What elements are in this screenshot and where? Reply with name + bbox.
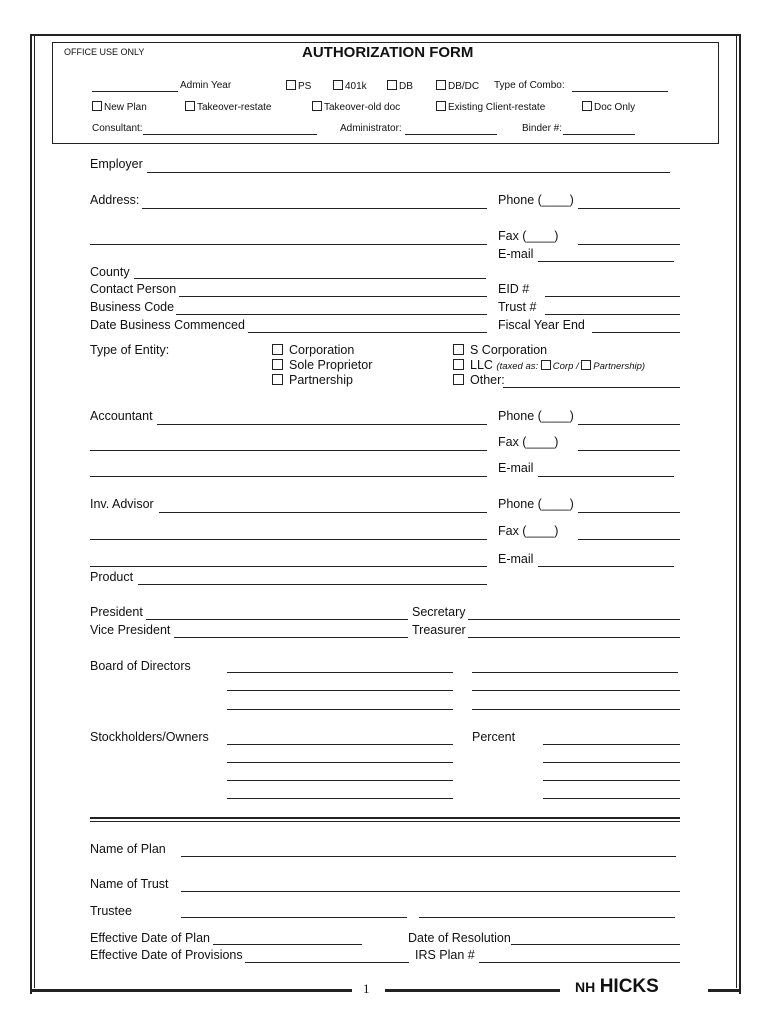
checkbox-icon[interactable]	[581, 360, 591, 370]
secretary-label: Secretary	[412, 605, 466, 619]
checkbox-icon[interactable]	[272, 344, 283, 355]
partnership-option[interactable]: Partnership	[272, 373, 353, 387]
llc-option[interactable]: LLC (taxed as: Corp / Partnership)	[453, 358, 645, 372]
contact-person-label: Contact Person	[90, 282, 177, 296]
employer-label: Employer	[90, 157, 143, 171]
footer-bar-middle	[385, 989, 560, 992]
frame-top	[30, 34, 741, 36]
address-label: Address:	[90, 193, 140, 207]
type-of-combo-field[interactable]	[572, 91, 668, 92]
name-of-trust-label: Name of Trust	[90, 877, 169, 891]
president-label: President	[90, 605, 143, 619]
advisor-fax-label: Fax (____)	[498, 524, 559, 538]
employer-phone-field[interactable]	[578, 208, 680, 209]
stockholders-label: Stockholders/Owners	[90, 730, 209, 744]
other-entity-field[interactable]	[503, 387, 680, 388]
product-field[interactable]	[138, 584, 487, 585]
advisor-field-2[interactable]	[90, 539, 487, 540]
effective-date-plan-field[interactable]	[213, 944, 362, 945]
percent-field-3[interactable]	[543, 780, 680, 781]
county-field[interactable]	[134, 278, 486, 279]
date-commenced-label: Date Business Commenced	[90, 318, 245, 332]
employer-fax-label: Fax (____)	[498, 229, 559, 243]
checkbox-icon[interactable]	[453, 374, 464, 385]
checkbox-icon[interactable]	[312, 101, 322, 111]
effective-date-provisions-field[interactable]	[245, 962, 409, 963]
vice-president-field[interactable]	[174, 637, 408, 638]
administrator-field[interactable]	[405, 134, 497, 135]
employer-fax-field[interactable]	[578, 244, 680, 245]
checkbox-icon[interactable]	[436, 80, 446, 90]
product-label: Product	[90, 570, 134, 584]
stockholder-field-2[interactable]	[227, 762, 453, 763]
footer-bar-right	[708, 989, 741, 992]
employer-email-label: E-mail	[498, 247, 534, 261]
takeover-restate-option[interactable]: Takeover-restate	[185, 101, 271, 113]
advisor-email-field[interactable]	[538, 566, 674, 567]
admin-year-label: Admin Year	[180, 80, 232, 91]
plan-ps-option[interactable]: PS	[286, 80, 311, 92]
name-of-plan-field[interactable]	[181, 856, 676, 857]
date-of-resolution-label: Date of Resolution	[408, 931, 511, 945]
checkbox-icon[interactable]	[387, 80, 397, 90]
contact-person-field[interactable]	[179, 296, 487, 297]
stockholder-field-3[interactable]	[227, 780, 453, 781]
consultant-field[interactable]	[143, 134, 317, 135]
office-use-label: OFFICE USE ONLY	[64, 47, 145, 57]
admin-year-field[interactable]	[92, 91, 178, 92]
percent-field-1[interactable]	[543, 744, 680, 745]
date-of-resolution-field[interactable]	[511, 944, 680, 945]
existing-client-option[interactable]: Existing Client-restate	[436, 101, 545, 113]
checkbox-icon[interactable]	[436, 101, 446, 111]
director-field-2b[interactable]	[472, 690, 680, 691]
advisor-phone-field[interactable]	[578, 512, 680, 513]
plan-401k-option[interactable]: 401k	[333, 80, 367, 92]
trust-number-label: Trust #	[498, 300, 537, 314]
percent-field-2[interactable]	[543, 762, 680, 763]
treasurer-label: Treasurer	[412, 623, 466, 637]
name-of-plan-label: Name of Plan	[90, 842, 166, 856]
plan-db-option[interactable]: DB	[387, 80, 413, 92]
accountant-field-2[interactable]	[90, 450, 487, 451]
fiscal-year-end-label: Fiscal Year End	[498, 318, 585, 332]
fiscal-year-end-field[interactable]	[592, 332, 680, 333]
stockholder-field-4[interactable]	[227, 798, 453, 799]
form-title: AUTHORIZATION FORM	[302, 44, 474, 61]
checkbox-icon[interactable]	[272, 359, 283, 370]
trustee-field-2[interactable]	[419, 917, 675, 918]
checkbox-icon[interactable]	[286, 80, 296, 90]
address-field-1[interactable]	[142, 208, 487, 209]
eid-label: EID #	[498, 282, 530, 296]
accountant-field-1[interactable]	[157, 424, 487, 425]
treasurer-field[interactable]	[468, 637, 680, 638]
doc-only-option[interactable]: Doc Only	[582, 101, 635, 113]
director-field-1a[interactable]	[227, 672, 453, 673]
type-of-combo-label: Type of Combo:	[494, 80, 565, 91]
accountant-email-label: E-mail	[498, 461, 534, 475]
sole-proprietor-option[interactable]: Sole Proprietor	[272, 358, 372, 372]
accountant-phone-field[interactable]	[578, 424, 680, 425]
business-code-field[interactable]	[176, 314, 487, 315]
trustee-field-1[interactable]	[181, 917, 407, 918]
advisor-field-3[interactable]	[90, 566, 487, 567]
section-divider-thin	[90, 821, 680, 822]
checkbox-icon[interactable]	[333, 80, 343, 90]
vice-president-label: Vice President	[90, 623, 171, 637]
eid-field[interactable]	[545, 296, 680, 297]
checkbox-icon[interactable]	[92, 101, 102, 111]
irs-plan-field[interactable]	[479, 962, 680, 963]
director-field-1b[interactable]	[472, 672, 678, 673]
director-field-2a[interactable]	[227, 690, 453, 691]
effective-date-provisions-label: Effective Date of Provisions	[90, 948, 243, 962]
footer-bar-left	[30, 989, 352, 992]
page-number: 1	[363, 981, 370, 996]
advisor-email-label: E-mail	[498, 552, 534, 566]
trustee-label: Trustee	[90, 904, 132, 918]
president-field[interactable]	[146, 619, 408, 620]
binder-label: Binder #:	[522, 123, 563, 134]
address-field-2[interactable]	[90, 244, 487, 245]
new-plan-option[interactable]: New Plan	[92, 101, 147, 113]
checkbox-icon[interactable]	[272, 374, 283, 385]
checkbox-icon[interactable]	[453, 344, 464, 355]
accountant-fax-field[interactable]	[578, 450, 680, 451]
administrator-label: Administrator:	[340, 123, 402, 134]
accountant-fax-label: Fax (____)	[498, 435, 559, 449]
director-field-3a[interactable]	[227, 709, 453, 710]
percent-field-4[interactable]	[543, 798, 680, 799]
irs-plan-label: IRS Plan #	[415, 948, 475, 962]
advisor-field-1[interactable]	[159, 512, 487, 513]
frame-right-inner	[736, 34, 737, 988]
board-of-directors-label: Board of Directors	[90, 659, 191, 673]
accountant-label: Accountant	[90, 409, 153, 423]
employer-field[interactable]	[147, 172, 670, 173]
date-commenced-field[interactable]	[248, 332, 487, 333]
name-of-trust-field[interactable]	[181, 891, 680, 892]
advisor-fax-field[interactable]	[578, 539, 680, 540]
consultant-label: Consultant:	[92, 123, 143, 134]
other-option[interactable]: Other:	[453, 373, 505, 387]
plan-dbdc-option[interactable]: DB/DC	[436, 80, 479, 92]
binder-field[interactable]	[563, 134, 635, 135]
trust-number-field[interactable]	[545, 314, 680, 315]
frame-left-inner	[34, 34, 35, 988]
takeover-old-doc-option[interactable]: Takeover-old doc	[312, 101, 400, 113]
secretary-field[interactable]	[468, 619, 680, 620]
percent-label: Percent	[472, 730, 516, 744]
checkbox-icon[interactable]	[541, 360, 551, 370]
corporation-option[interactable]: Corporation	[272, 343, 354, 357]
advisor-label: Inv. Advisor	[90, 497, 154, 511]
employer-phone-label: Phone (____)	[498, 193, 574, 207]
accountant-email-field[interactable]	[538, 476, 674, 477]
director-field-3b[interactable]	[472, 709, 680, 710]
accountant-phone-label: Phone (____)	[498, 409, 574, 423]
county-label: County	[90, 265, 130, 279]
frame-left-outer	[30, 34, 32, 994]
effective-date-plan-label: Effective Date of Plan	[90, 931, 210, 945]
checkbox-icon[interactable]	[453, 359, 464, 370]
accountant-field-3[interactable]	[90, 476, 487, 477]
entity-type-label: Type of Entity:	[90, 343, 170, 357]
section-divider	[90, 817, 680, 819]
frame-right-outer	[739, 34, 741, 994]
business-code-label: Business Code	[90, 300, 175, 314]
s-corporation-option[interactable]: S Corporation	[453, 343, 547, 357]
brand-logo: NH HICKS	[575, 976, 659, 997]
stockholder-field-1[interactable]	[227, 744, 453, 745]
advisor-phone-label: Phone (____)	[498, 497, 574, 511]
checkbox-icon[interactable]	[582, 101, 592, 111]
checkbox-icon[interactable]	[185, 101, 195, 111]
employer-email-field[interactable]	[538, 261, 674, 262]
